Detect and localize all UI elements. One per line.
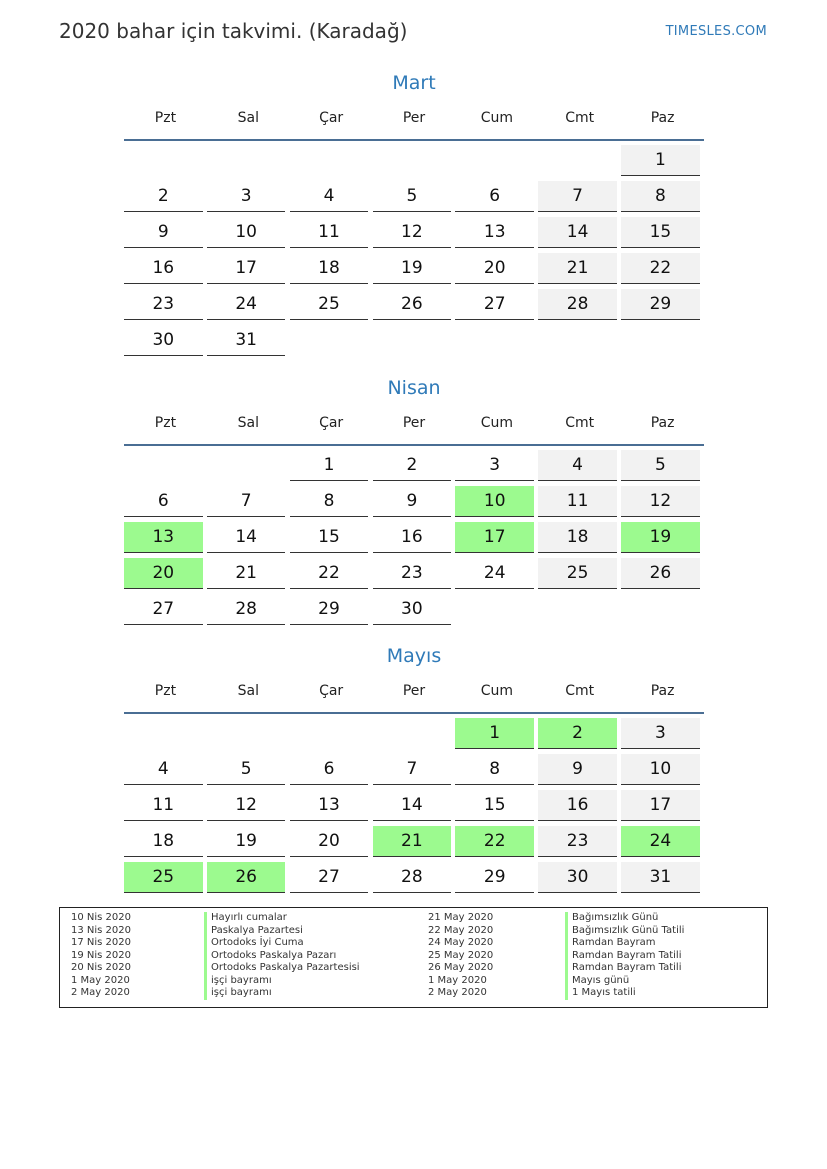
weekday-label: Cmt: [565, 683, 595, 699]
holiday-legend: [59, 907, 768, 1008]
day-cell: 6: [455, 181, 534, 212]
day-cell: 25: [124, 862, 203, 893]
legend-date: 22 May 2020: [428, 924, 494, 936]
day-cell: 11: [290, 217, 369, 248]
weekday-label: Paz: [650, 683, 675, 699]
day-cell: 28: [207, 594, 286, 625]
day-cell: 19: [621, 522, 700, 553]
day-cell: 2: [538, 718, 617, 749]
empty-day-cell: [124, 450, 203, 481]
day-cell: 30: [124, 325, 203, 356]
weekday-label: Çar: [319, 683, 344, 699]
weekday-label: Paz: [650, 415, 675, 431]
day-cell: 3: [207, 181, 286, 212]
legend-holiday-name: Ortodoks Paskalya Pazarı: [204, 950, 360, 963]
day-cell: 1: [455, 718, 534, 749]
weekday-header: [124, 670, 704, 714]
day-cell: 25: [538, 558, 617, 589]
day-cell: 18: [538, 522, 617, 553]
day-cell: 13: [290, 790, 369, 821]
site-link[interactable]: TIMESLES.COM: [665, 24, 767, 39]
day-cell: 9: [124, 217, 203, 248]
weekday-label: Çar: [319, 110, 344, 126]
empty-day-cell: [621, 325, 700, 356]
week-row: [124, 714, 704, 750]
day-cell: 14: [207, 522, 286, 553]
day-cell: 22: [621, 253, 700, 284]
empty-day-cell: [455, 325, 534, 356]
day-cell: 26: [207, 862, 286, 893]
legend-date: 24 May 2020: [428, 937, 494, 948]
day-cell: 14: [373, 790, 452, 821]
day-cell: 12: [621, 486, 700, 517]
week-row: [124, 446, 704, 482]
day-cell: 19: [207, 826, 286, 857]
day-cell: 15: [290, 522, 369, 553]
empty-day-cell: [455, 594, 534, 625]
day-cell: 1: [621, 145, 700, 176]
day-cell: 11: [124, 790, 203, 821]
day-cell: 26: [621, 558, 700, 589]
legend-right-names: [565, 912, 684, 1000]
day-cell: 12: [207, 790, 286, 821]
legend-date: 1 May 2020: [428, 974, 487, 986]
day-cell: 4: [538, 450, 617, 481]
day-cell: 7: [373, 754, 452, 785]
weekday-label: Cum: [480, 415, 514, 431]
empty-day-cell: [373, 325, 452, 356]
day-cell: 27: [455, 289, 534, 320]
empty-day-cell: [455, 145, 534, 176]
day-cell: 13: [124, 522, 203, 553]
month-title: Mayıs: [386, 645, 442, 667]
day-cell: 24: [207, 289, 286, 320]
week-row: [124, 786, 704, 822]
month-title: Nisan: [387, 377, 441, 399]
weekday-label: Cum: [480, 683, 514, 699]
weekday-label: Paz: [650, 110, 675, 126]
day-cell: 2: [373, 450, 452, 481]
day-cell: 4: [124, 754, 203, 785]
day-cell: 17: [207, 253, 286, 284]
week-row: [124, 249, 704, 285]
day-cell: 16: [538, 790, 617, 821]
day-cell: 15: [455, 790, 534, 821]
day-cell: 3: [455, 450, 534, 481]
day-cell: 27: [290, 862, 369, 893]
day-cell: 16: [373, 522, 452, 553]
day-cell: 5: [621, 450, 700, 481]
week-row: [124, 554, 704, 590]
legend-holiday-name: Ortodoks İyi Cuma: [204, 937, 360, 950]
legend-holiday-name: 1 Mayıs tatili: [565, 987, 684, 1000]
legend-date: 1 May 2020: [71, 974, 130, 986]
weekday-header: [124, 402, 704, 446]
week-row: [124, 822, 704, 858]
legend-date: 26 May 2020: [428, 962, 494, 973]
legend-date: 17 Nis 2020: [71, 937, 131, 948]
month-march: [124, 69, 704, 357]
day-cell: 30: [373, 594, 452, 625]
day-cell: 18: [290, 253, 369, 284]
day-cell: 15: [621, 217, 700, 248]
day-cell: 9: [538, 754, 617, 785]
legend-date: 21 May 2020: [428, 912, 494, 923]
day-cell: 23: [124, 289, 203, 320]
day-cell: 31: [207, 325, 286, 356]
empty-day-cell: [207, 145, 286, 176]
legend-date: 19 Nis 2020: [71, 949, 131, 961]
weekday-label: Pzt: [154, 683, 177, 699]
week-row: [124, 285, 704, 321]
legend-date: 10 Nis 2020: [71, 912, 131, 923]
empty-day-cell: [373, 718, 452, 749]
day-cell: 29: [455, 862, 534, 893]
day-cell: 11: [538, 486, 617, 517]
legend-date: 13 Nis 2020: [71, 924, 131, 936]
empty-day-cell: [290, 718, 369, 749]
day-cell: 20: [290, 826, 369, 857]
month-may: [124, 642, 704, 894]
legend-holiday-name: Ramdan Bayram Tatili: [565, 950, 684, 963]
day-cell: 13: [455, 217, 534, 248]
day-cell: 28: [538, 289, 617, 320]
legend-date: 2 May 2020: [71, 987, 130, 998]
day-cell: 23: [538, 826, 617, 857]
empty-day-cell: [290, 145, 369, 176]
day-cell: 7: [538, 181, 617, 212]
day-cell: 10: [207, 217, 286, 248]
month-april: [124, 374, 704, 626]
weekday-label: Per: [402, 683, 426, 699]
page-title: 2020 bahar için takvimi. (Karadağ): [59, 19, 408, 43]
day-cell: 17: [621, 790, 700, 821]
empty-day-cell: [538, 145, 617, 176]
day-cell: 23: [373, 558, 452, 589]
day-cell: 6: [290, 754, 369, 785]
day-cell: 8: [455, 754, 534, 785]
empty-day-cell: [373, 145, 452, 176]
weekday-label: Çar: [319, 415, 344, 431]
week-row: [124, 518, 704, 554]
day-cell: 29: [621, 289, 700, 320]
day-cell: 6: [124, 486, 203, 517]
week-row: [124, 482, 704, 518]
legend-holiday-name: Bağımsızlık Günü: [565, 912, 684, 925]
week-row: [124, 321, 704, 357]
week-row: [124, 590, 704, 626]
legend-holiday-name: Hayırlı cumalar: [204, 912, 360, 925]
weekday-label: Sal: [237, 415, 259, 431]
day-cell: 24: [455, 558, 534, 589]
empty-day-cell: [538, 594, 617, 625]
day-cell: 26: [373, 289, 452, 320]
day-cell: 22: [290, 558, 369, 589]
empty-day-cell: [207, 450, 286, 481]
legend-date: 20 Nis 2020: [71, 962, 131, 973]
legend-holiday-name: Ramdan Bayram Tatili: [565, 962, 684, 975]
legend-right-dates: [428, 912, 493, 1000]
week-row: [124, 177, 704, 213]
day-cell: 5: [373, 181, 452, 212]
day-cell: 21: [207, 558, 286, 589]
day-cell: 20: [455, 253, 534, 284]
day-cell: 4: [290, 181, 369, 212]
day-cell: 19: [373, 253, 452, 284]
week-row: [124, 858, 704, 894]
legend-date: 25 May 2020: [428, 949, 494, 961]
day-cell: 7: [207, 486, 286, 517]
weekday-label: Sal: [237, 683, 259, 699]
weekday-label: Pzt: [154, 110, 177, 126]
week-row: [124, 750, 704, 786]
legend-holiday-name: Bağımsızlık Günü Tatili: [565, 925, 684, 938]
day-cell: 25: [290, 289, 369, 320]
legend-holiday-name: Paskalya Pazartesi: [204, 925, 360, 938]
day-cell: 14: [538, 217, 617, 248]
day-cell: 27: [124, 594, 203, 625]
weekday-label: Cmt: [565, 110, 595, 126]
month-title: Mart: [392, 72, 436, 94]
legend-holiday-name: Ramdan Bayram: [565, 937, 684, 950]
day-cell: 18: [124, 826, 203, 857]
weekday-label: Cmt: [565, 415, 595, 431]
weekday-header: [124, 97, 704, 141]
empty-day-cell: [124, 145, 203, 176]
day-cell: 21: [373, 826, 452, 857]
day-cell: 30: [538, 862, 617, 893]
day-cell: 12: [373, 217, 452, 248]
day-cell: 5: [207, 754, 286, 785]
day-cell: 17: [455, 522, 534, 553]
day-cell: 2: [124, 181, 203, 212]
week-row: [124, 213, 704, 249]
weekday-label: Pzt: [154, 415, 177, 431]
legend-holiday-name: Mayıs günü: [565, 975, 684, 988]
empty-day-cell: [124, 718, 203, 749]
day-cell: 1: [290, 450, 369, 481]
weekday-label: Per: [402, 110, 426, 126]
legend-holiday-name: işçi bayramı: [204, 987, 360, 1000]
day-cell: 21: [538, 253, 617, 284]
day-cell: 3: [621, 718, 700, 749]
legend-holiday-name: Ortodoks Paskalya Pazartesisi: [204, 962, 360, 975]
empty-day-cell: [621, 594, 700, 625]
weekday-label: Cum: [480, 110, 514, 126]
legend-date: 2 May 2020: [428, 987, 487, 998]
day-cell: 10: [621, 754, 700, 785]
day-cell: 24: [621, 826, 700, 857]
weekday-label: Sal: [237, 110, 259, 126]
day-cell: 29: [290, 594, 369, 625]
weekday-label: Per: [402, 415, 426, 431]
legend-left-dates: [71, 912, 131, 1000]
day-cell: 28: [373, 862, 452, 893]
day-cell: 31: [621, 862, 700, 893]
legend-left-names: [204, 912, 360, 1000]
day-cell: 10: [455, 486, 534, 517]
day-cell: 8: [621, 181, 700, 212]
empty-day-cell: [207, 718, 286, 749]
day-cell: 20: [124, 558, 203, 589]
week-row: [124, 141, 704, 177]
empty-day-cell: [538, 325, 617, 356]
day-cell: 22: [455, 826, 534, 857]
empty-day-cell: [290, 325, 369, 356]
legend-holiday-name: işçi bayramı: [204, 975, 360, 988]
day-cell: 9: [373, 486, 452, 517]
day-cell: 8: [290, 486, 369, 517]
day-cell: 16: [124, 253, 203, 284]
